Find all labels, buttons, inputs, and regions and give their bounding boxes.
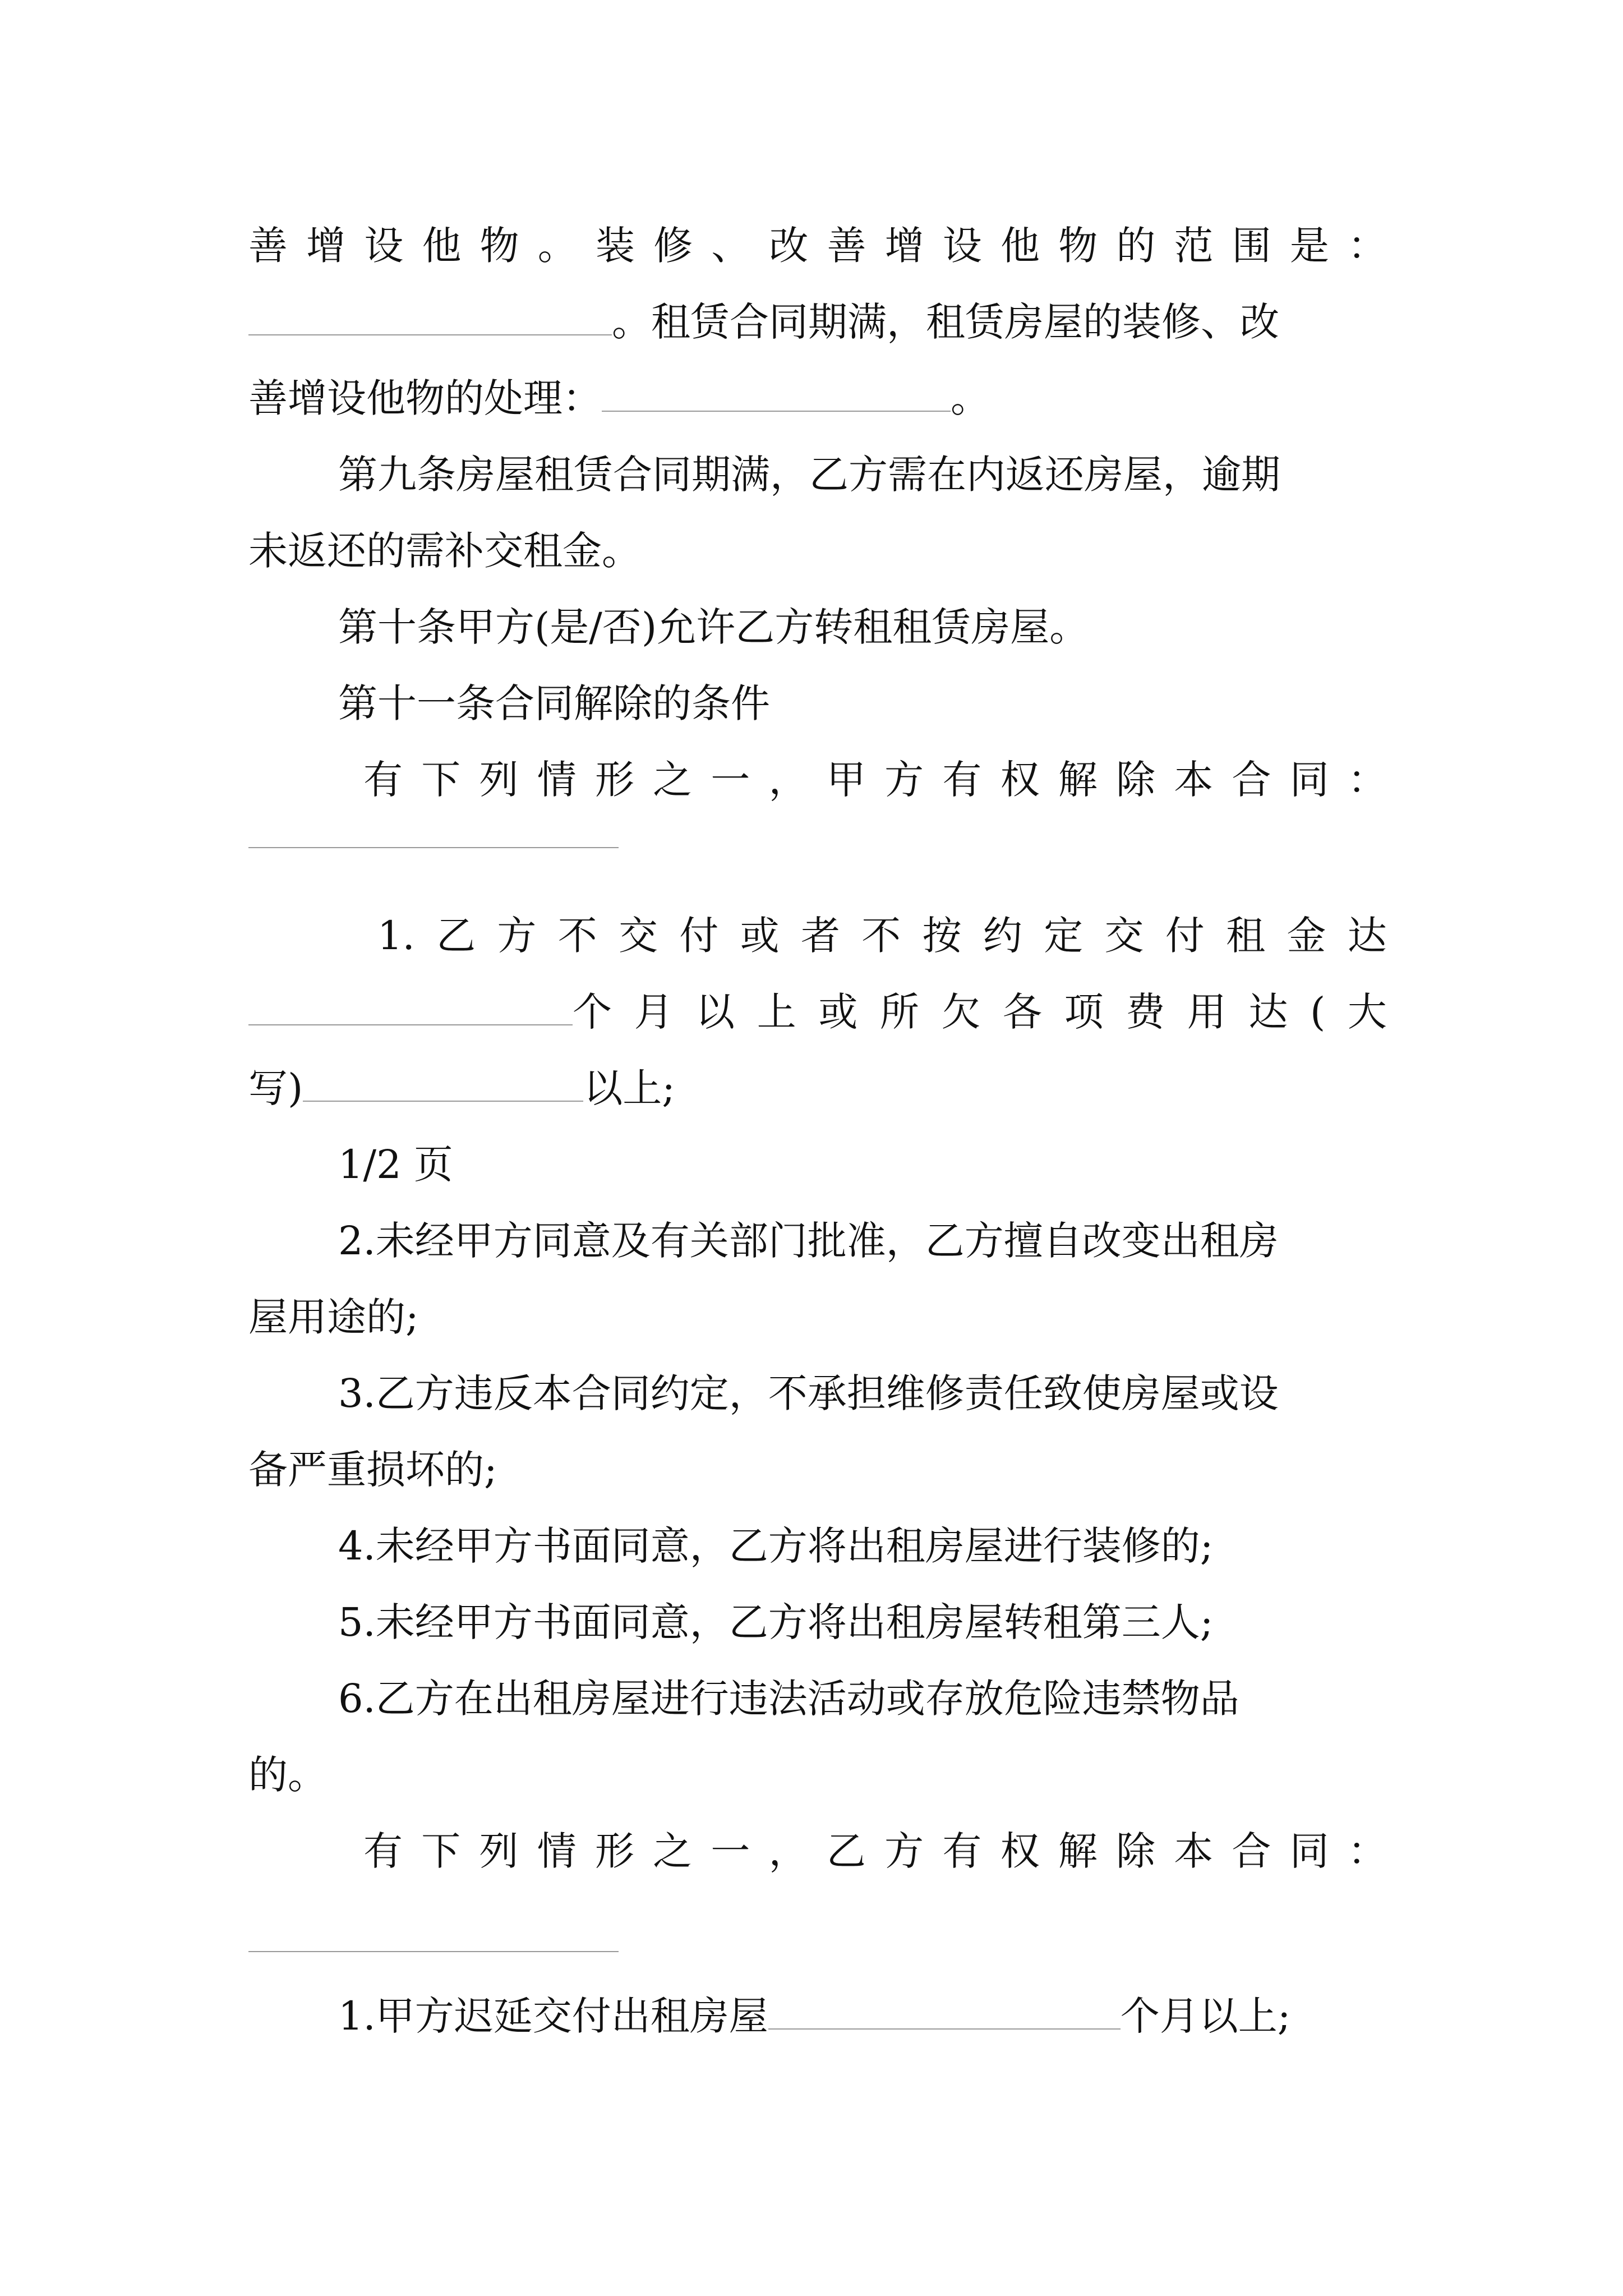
text-line: 第十条甲方(是/否)允许乙方转租租赁房屋。 xyxy=(338,604,1089,650)
text-line: 4.未经甲方书面同意，乙方将出租房屋进行装修的; xyxy=(338,1523,1214,1569)
glyph: 有 xyxy=(363,1828,403,1874)
glyph: 、 xyxy=(711,223,751,269)
glyph: 付 xyxy=(679,913,719,959)
glyph: 不 xyxy=(861,913,901,959)
glyph: 权 xyxy=(1000,1828,1040,1874)
glyph: ， xyxy=(768,1828,808,1874)
text-line: 的。 xyxy=(248,1752,327,1798)
glyph: 一 xyxy=(711,1828,750,1874)
glyph: 交 xyxy=(1104,913,1144,959)
glyph: 形 xyxy=(594,1828,634,1874)
glyph: 设 xyxy=(942,223,982,269)
glyph: 善 xyxy=(248,223,288,269)
glyph: 项 xyxy=(1064,989,1104,1035)
glyph: 围 xyxy=(1232,223,1271,269)
glyph: 达 xyxy=(1248,989,1288,1035)
glyph: 或 xyxy=(818,989,858,1035)
glyph: 费 xyxy=(1126,989,1165,1035)
glyph: 他 xyxy=(1000,223,1040,269)
glyph: 以 xyxy=(695,989,735,1035)
glyph: 增 xyxy=(884,223,924,269)
glyph: 除 xyxy=(1116,757,1156,803)
glyph: ： xyxy=(1347,757,1387,803)
glyph: 改 xyxy=(769,223,809,269)
text-line: 屋用途的; xyxy=(248,1294,419,1340)
glyph: 本 xyxy=(1174,1828,1214,1874)
glyph: 者 xyxy=(800,913,840,959)
glyph: 方 xyxy=(884,1828,924,1874)
glyph: 按 xyxy=(922,913,962,959)
glyph: 之 xyxy=(653,757,693,803)
glyph: 金 xyxy=(1287,913,1326,959)
glyph: 解 xyxy=(1058,757,1098,803)
glyph: 形 xyxy=(594,757,634,803)
text-line xyxy=(248,295,1387,349)
glyph: 定 xyxy=(1044,913,1083,959)
glyph: 下 xyxy=(421,1828,461,1874)
glyph: 列 xyxy=(479,1828,519,1874)
glyph: 交 xyxy=(619,913,658,959)
text-span: 个月以上; xyxy=(1120,1993,1291,2039)
glyph: 除 xyxy=(1116,1828,1156,1874)
text-span: 写) xyxy=(248,1065,303,1111)
glyph: 物 xyxy=(479,223,519,269)
fill-blank xyxy=(303,1067,583,1102)
glyph: ， xyxy=(768,757,808,803)
glyph: ： xyxy=(1347,1828,1387,1874)
glyph: 付 xyxy=(1165,913,1205,959)
text-line xyxy=(248,1824,1387,1878)
glyph: 下 xyxy=(421,757,461,803)
glyph: 善 xyxy=(827,223,866,269)
glyph: ： xyxy=(1347,223,1387,269)
glyph: 租 xyxy=(1226,913,1266,959)
text-span: 善增设他物的处理： xyxy=(248,375,602,421)
glyph: 或 xyxy=(740,913,780,959)
glyph: 有 xyxy=(363,757,403,803)
fill-blank xyxy=(768,1995,1121,2030)
glyph: 设 xyxy=(364,223,404,269)
glyph: 约 xyxy=(983,913,1022,959)
glyph: 乙 xyxy=(826,1828,866,1874)
glyph: 一 xyxy=(711,757,750,803)
text-line xyxy=(248,371,1387,425)
text-line xyxy=(248,909,1387,963)
glyph: 甲 xyxy=(826,757,866,803)
glyph: 本 xyxy=(1174,757,1214,803)
glyph: 各 xyxy=(1003,989,1043,1035)
text-line: 未返还的需补交租金。 xyxy=(248,528,641,574)
glyph: 之 xyxy=(653,1828,693,1874)
glyph: 权 xyxy=(1000,757,1040,803)
glyph: 方 xyxy=(884,757,924,803)
text-span: 以上; xyxy=(583,1065,675,1111)
glyph: 欠 xyxy=(941,989,981,1035)
glyph: 所 xyxy=(879,989,919,1035)
text-span xyxy=(573,985,1387,1039)
text-line: 6.乙方在出租房屋进行违法活动或存放危险违禁物品 xyxy=(338,1676,1239,1722)
glyph: 用 xyxy=(1187,989,1227,1035)
glyph: 合 xyxy=(1232,757,1271,803)
text-line xyxy=(248,753,1387,807)
glyph: 装 xyxy=(595,223,635,269)
glyph: 大 xyxy=(1347,989,1387,1035)
text-line: 3.乙方违反本合同约定，不承担维修责任致使房屋或设 xyxy=(338,1370,1279,1416)
glyph: 情 xyxy=(537,1828,577,1874)
glyph: 有 xyxy=(942,757,982,803)
text-line: 第十一条合同解除的条件 xyxy=(338,680,770,726)
glyph: 列 xyxy=(479,757,519,803)
glyph: 有 xyxy=(942,1828,982,1874)
glyph: 同 xyxy=(1289,1828,1329,1874)
glyph: 是 xyxy=(1289,223,1329,269)
glyph: 同 xyxy=(1289,757,1329,803)
fill-blank xyxy=(248,1951,619,1952)
text-span: 1.甲方迟延交付出租房屋 xyxy=(338,1993,768,2039)
text-span: 。 xyxy=(951,375,990,421)
glyph: 。 xyxy=(537,223,577,269)
glyph: 上 xyxy=(757,989,796,1035)
text-line xyxy=(248,1989,1477,2043)
text-line xyxy=(248,985,1387,1039)
text-line: 第九条房屋租赁合同期满，乙方需在内返还房屋，逾期 xyxy=(338,452,1280,498)
glyph: 乙 xyxy=(436,913,476,959)
text-line xyxy=(248,219,1387,273)
glyph: ( xyxy=(1310,989,1326,1035)
fill-blank xyxy=(248,847,619,848)
glyph: 合 xyxy=(1232,1828,1271,1874)
glyph: 不 xyxy=(557,913,597,959)
glyph: 修 xyxy=(653,223,693,269)
text-line xyxy=(248,1061,1387,1115)
glyph: 范 xyxy=(1174,223,1214,269)
glyph: 方 xyxy=(497,913,537,959)
text-line: 5.未经甲方书面同意，乙方将出租房屋转租第三人; xyxy=(338,1599,1214,1645)
glyph: 1. xyxy=(377,913,415,959)
glyph: 解 xyxy=(1058,1828,1098,1874)
page-number: 1/2 页 xyxy=(338,1142,453,1188)
glyph: 情 xyxy=(537,757,577,803)
glyph: 的 xyxy=(1116,223,1156,269)
glyph: 月 xyxy=(634,989,674,1035)
fill-blank xyxy=(248,301,612,335)
glyph: 他 xyxy=(422,223,462,269)
glyph: 达 xyxy=(1347,913,1387,959)
glyph: 物 xyxy=(1058,223,1098,269)
fill-blank xyxy=(248,991,573,1025)
text-line: 备严重损坏的; xyxy=(248,1447,497,1493)
text-span: 。租赁合同期满，租赁房屋的装修、改 xyxy=(612,299,1279,345)
fill-blank xyxy=(602,377,951,412)
glyph: 增 xyxy=(306,223,346,269)
glyph: 个 xyxy=(573,989,612,1035)
text-line: 2.未经甲方同意及有关部门批准，乙方擅自改变出租房 xyxy=(338,1218,1279,1264)
